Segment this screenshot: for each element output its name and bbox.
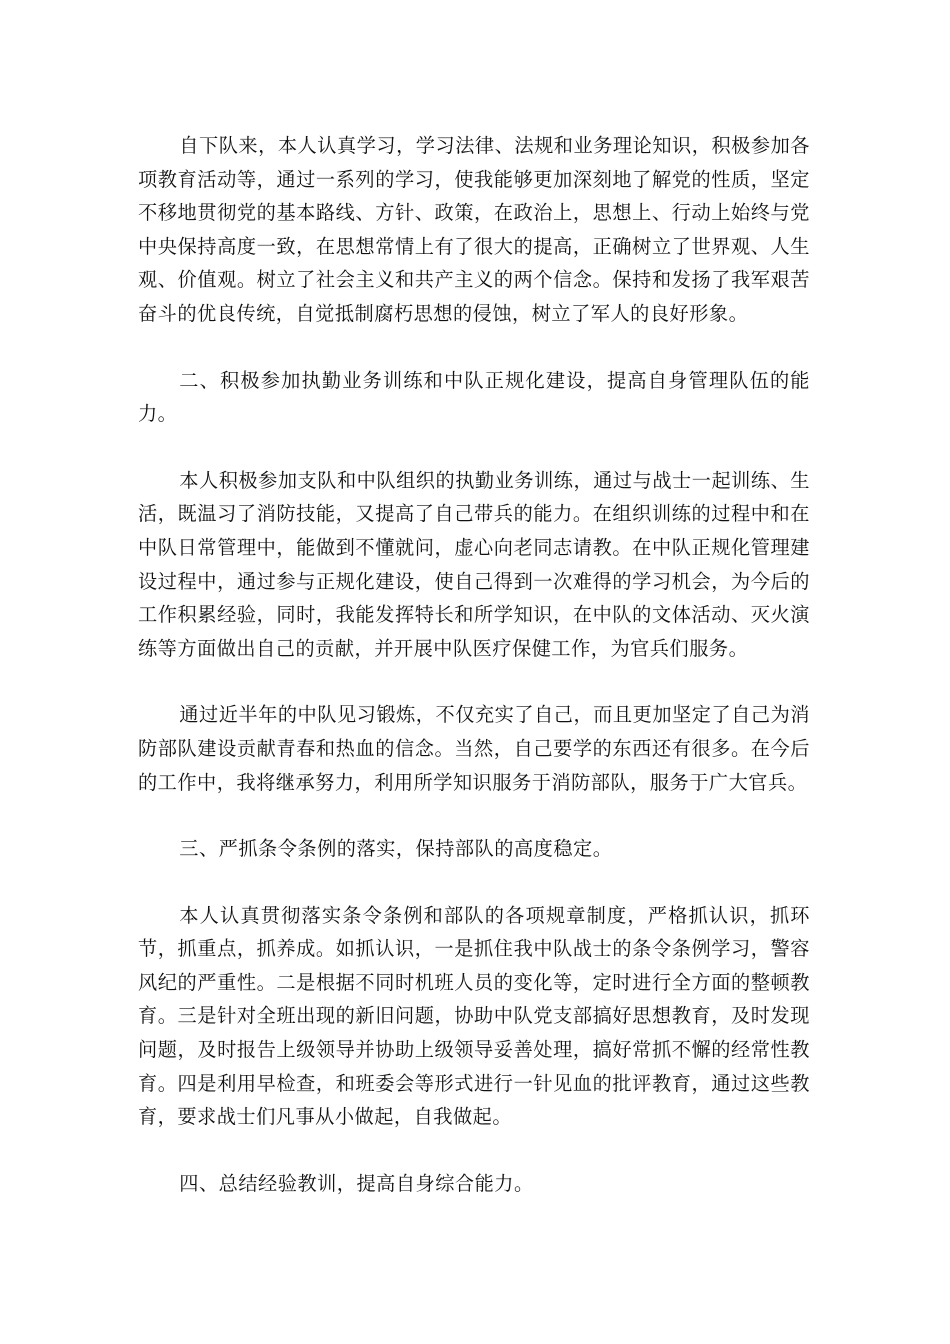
section-heading-4: 四、总结经验教训，提高自身综合能力。	[179, 1171, 534, 1195]
document-body	[138, 129, 810, 1233]
section-heading-3: 三、严抓条令条例的落实，保持部队的高度稳定。	[179, 837, 613, 861]
paragraph-regulations: 本人认真贯彻落实条令条例和部队的各项规章制度，严格抓认识，抓环节，抓重点，抓养成。如抓认识，一是抓住我中队战士的条令条例学习，警容风纪的严重性。二是根据不同时机班人员的变化等，定时进行全方面的整顿教育。三是针对全班出现的新旧问题，协助中队党支部搞好思想教育，及时发现问题，及时报告上级领导并协助上级领导妥善处理，搞好常抓不懈的经常性教育。四是利用早检查，和班委会等形式进行一针见血的批评教育，通过这些教育，要求战士们凡事从小做起，自我做起。	[138, 903, 810, 1129]
paragraph-study: 自下队来，本人认真学习，学习法律、法规和业务理论知识，积极参加各项教育活动等，通过一系列的学习，使我能够更加深刻地了解党的性质，坚定不移地贯彻党的基本路线、方针、政策，在政治上，思想上、行动上始终与党中央保持高度一致，在思想常情上有了很大的提高，正确树立了世界观、人生观、价值观。树立了社会主义和共产主义的两个信念。保持和发扬了我军艰苦奋斗的优良传统，自觉抵制腐朽思想的侵蚀，树立了军人的良好形象。	[138, 134, 810, 325]
paragraph-internship: 通过近半年的中队见习锻炼，不仅充实了自己，而且更加坚定了自己为消防部队建设贡献青春和热血的信念。当然，自己要学的东西还有很多。在今后的工作中，我将继承努力，利用所学知识服务于消防部队，服务于广大官兵。	[138, 703, 810, 794]
paragraph-training: 本人积极参加支队和中队组织的执勤业务训练，通过与战士一起训练、生活，既温习了消防技能，又提高了自己带兵的能力。在组织训练的过程中和在中队日常管理中，能做到不懂就问，虚心向老同志请教。在中队正规化管理建设过程中，通过参与正规化建设，使自己得到一次难得的学习机会，为今后的工作积累经验，同时，我能发挥特长和所学知识，在中队的文体活动、灭火演练等方面做出自己的贡献，并开展中队医疗保健工作，为官兵们服务。	[138, 468, 810, 660]
section-heading-2: 二、积极参加执勤业务训练和中队正规化建设，提高自身管理队伍的能力。	[138, 368, 810, 426]
